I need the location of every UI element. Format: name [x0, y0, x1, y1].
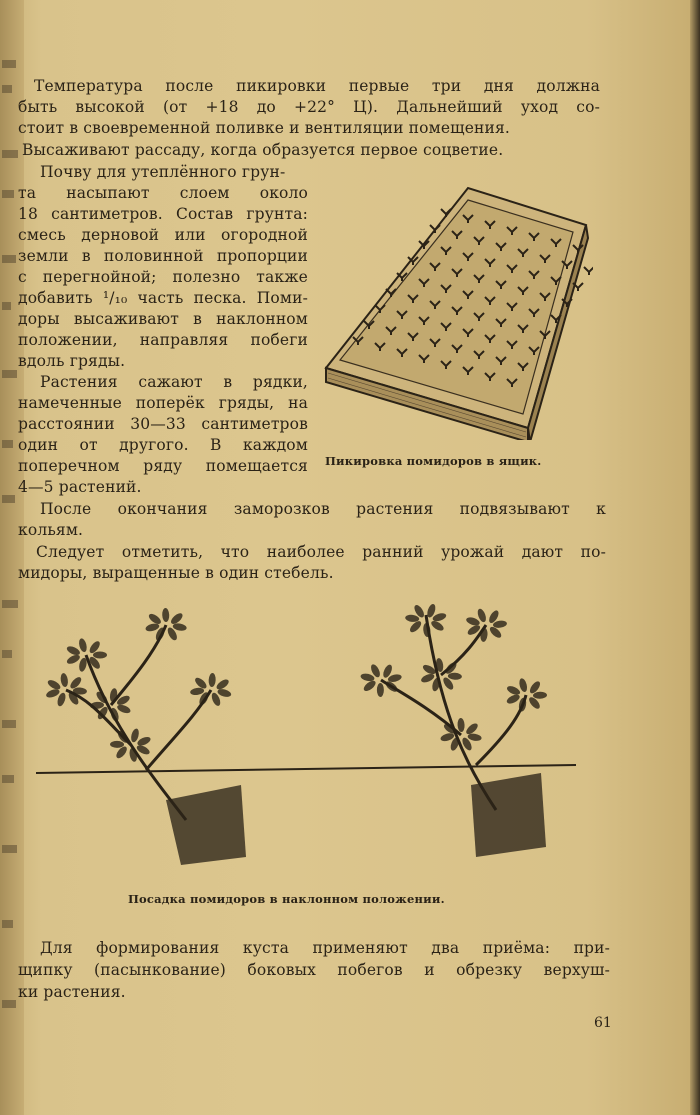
leaf-mark: [506, 684, 522, 696]
root-ball-left: [166, 785, 246, 865]
leaf-mark: [533, 691, 547, 699]
leaf-mark: [130, 728, 140, 743]
page-number: 61: [594, 1015, 612, 1031]
text-line: Высаживают рассаду, когда образуется первое соцветие.: [22, 141, 504, 159]
text-line: поперечном ряду помещается: [18, 457, 308, 475]
leaf-mark: [448, 672, 462, 680]
text-line: щипку (пасынкование) боковых побегов и обрезку верхуш-: [18, 961, 610, 979]
leaf-mark: [93, 652, 107, 659]
leaf-mark: [116, 703, 132, 715]
seedling-box-illustration: [318, 180, 593, 440]
text-line: 4—5 растений.: [18, 478, 142, 496]
text-line: вдоль гряды.: [18, 352, 126, 370]
text-line: 18 сантиметров. Состав грунта:: [18, 205, 308, 223]
figure-caption: Посадка помидоров в наклонном положении.: [128, 892, 445, 906]
leaf-mark: [405, 614, 420, 623]
text-line: После окончания заморозков растения подвязывают к: [40, 500, 606, 518]
tomato-planting-illustration: [36, 595, 581, 885]
leaf-mark: [60, 673, 69, 688]
leaf-mark: [46, 678, 62, 691]
text-line: доры высаживают в наклонном: [18, 310, 308, 328]
text-line: Температура после пикировки первые три дня должна: [34, 77, 600, 95]
text-line: смесь дерновой или огородной: [18, 226, 308, 244]
leaf-mark: [457, 718, 465, 732]
text-line: ки растения.: [18, 983, 126, 1001]
leaf-mark: [377, 683, 384, 697]
leaf-mark: [208, 673, 216, 687]
seedling-mark: [584, 267, 593, 275]
text-line: Следует отметить, что наиболее ранний урожай дают по-: [36, 543, 606, 561]
leaf-mark: [78, 638, 88, 653]
text-line: добавить ¹/₁₀ часть песка. Поми-: [18, 289, 308, 307]
leaf-mark: [90, 701, 105, 709]
leaf-mark: [45, 688, 61, 699]
leaf-mark: [66, 645, 82, 657]
text-line: Почву для утеплённого грун-: [40, 163, 286, 181]
text-line: та насыпают слоем около: [18, 184, 308, 202]
text-line: расстоянии 30—33 сантиметров: [18, 415, 308, 433]
leaf-mark: [66, 653, 82, 666]
text-line: земли в половинной пропорции: [18, 247, 308, 265]
text-line: быть высокой (от +18 до +22° Ц). Дальнейший уход со-: [18, 98, 600, 116]
text-line: Для формирования куста применяют два приёма: при-: [40, 939, 610, 957]
leaf-mark: [162, 608, 170, 622]
leaf-mark: [505, 693, 521, 706]
leaf-mark: [518, 678, 528, 693]
leaf-mark: [190, 687, 205, 696]
text-line: положении, направляя побеги: [18, 331, 308, 349]
leaf-mark: [128, 747, 138, 762]
text-line: кольям.: [18, 521, 84, 539]
text-line: намеченные поперёк гряды, на: [18, 394, 308, 412]
text-line: Растения сажают в рядки,: [40, 373, 308, 391]
leaf-mark: [136, 735, 152, 747]
leaf-mark: [110, 741, 124, 748]
text-line: стоит в своевременной поливке и вентиляции помещения.: [18, 119, 511, 137]
figure-caption: Пикировка помидоров в ящик.: [325, 454, 542, 468]
text-line: мидоры, выращенные в один стебель.: [18, 564, 334, 582]
leaf-mark: [465, 616, 480, 627]
page-edge-shadow: [690, 0, 700, 1115]
text-line: с перегнойной; полезно также: [18, 268, 308, 286]
text-line: один от другого. В каждом: [18, 436, 308, 454]
leaf-mark: [109, 688, 118, 703]
